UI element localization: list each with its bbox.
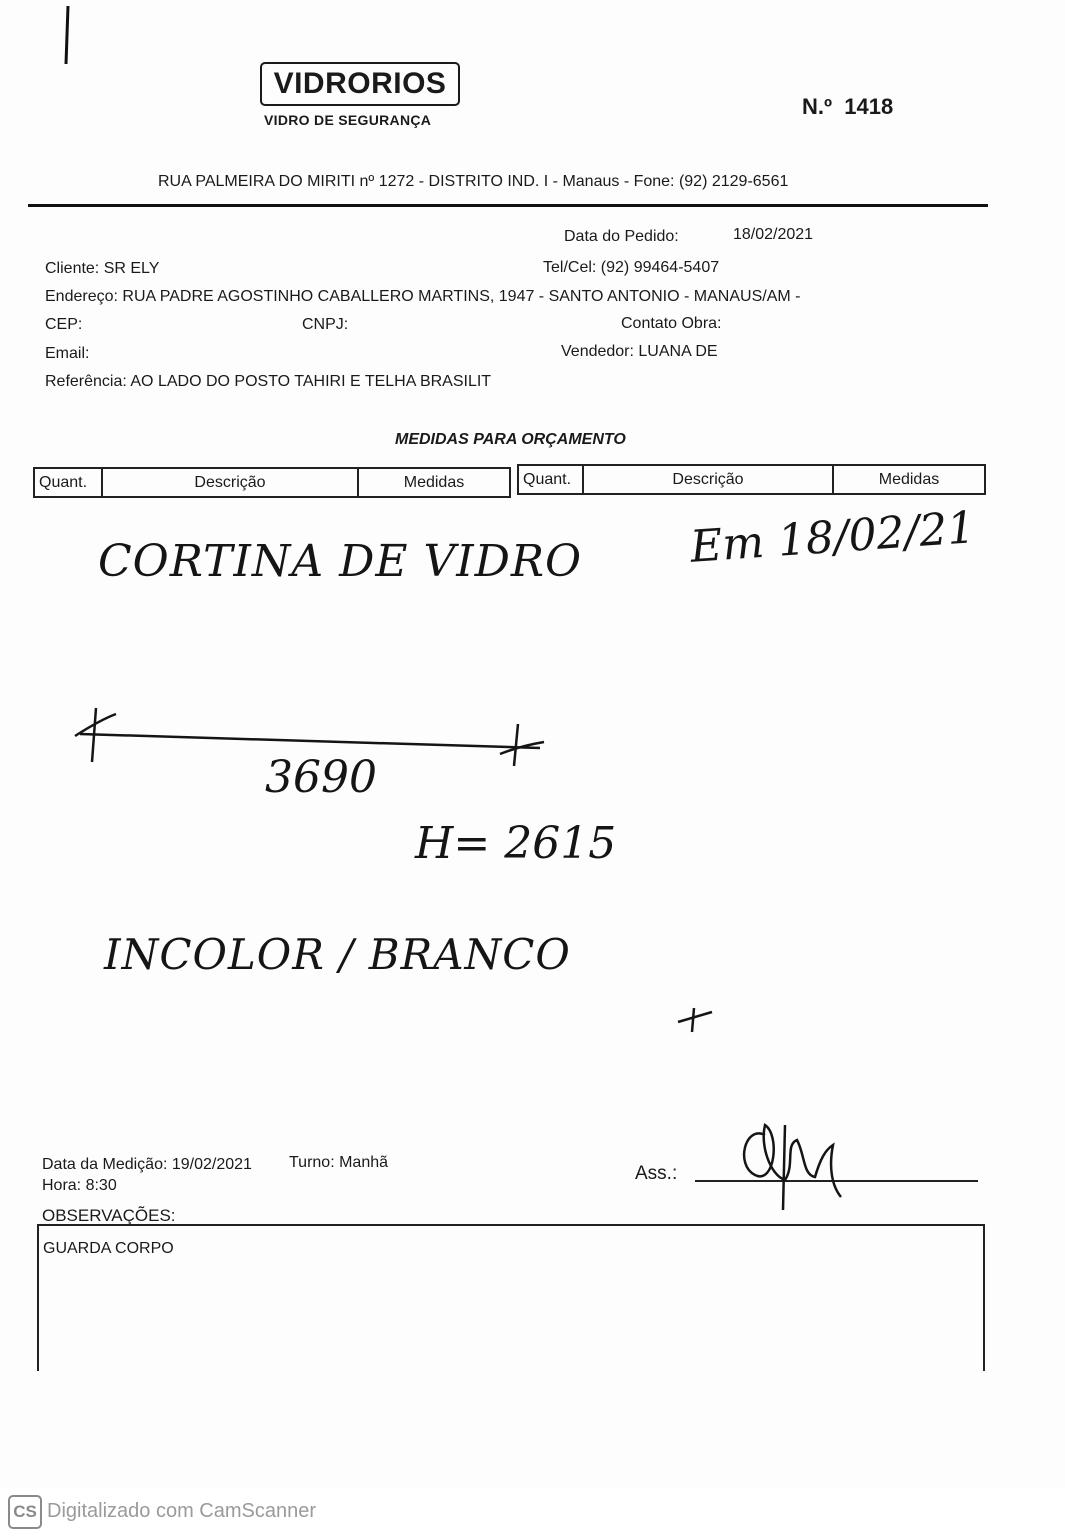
email-field: Email: [45, 345, 90, 362]
logo-text: VIDRORIOS [273, 67, 447, 100]
cep-field: CEP: [45, 316, 83, 333]
address-field: Endereço: RUA PADRE AGOSTINHO CABALLERO MARTINS, 1947 - SANTO ANTONIO - MANAUS/AM - [45, 288, 801, 305]
reference-field: Referência: AO LADO DO POSTO TAHIRI E TELHA BRASILIT [45, 373, 492, 390]
measurement-date: Data da Medição: 19/02/2021 [42, 1156, 252, 1173]
order-date: 18/02/2021 [733, 226, 814, 243]
handwritten-date-note: Em 18/02/21 [688, 502, 977, 573]
handwritten-width: 3690 [265, 752, 377, 803]
company-logo [260, 62, 460, 106]
signature-scribble [725, 1105, 855, 1215]
company-address: RUA PALMEIRA DO MIRITI nº 1272 - DISTRITO IND. I - Manaus - Fone: (92) 2129-6561 [158, 173, 789, 190]
measurement-shift: Turno: Manhã [289, 1154, 389, 1171]
measurements-table-left [33, 467, 511, 498]
measurements-table-right [517, 464, 986, 495]
observations-text: GUARDA CORPO [43, 1240, 174, 1257]
order-number [802, 94, 893, 120]
table-header-row [518, 465, 985, 494]
pen-mark-top [60, 4, 74, 68]
observations-label: OBSERVAÇÕES: [42, 1206, 176, 1225]
column-quantity: Quant. [518, 465, 583, 494]
observations-box [37, 1224, 985, 1371]
client-field: Cliente: SR ELY [45, 260, 160, 277]
order-date-label: Data do Pedido: [564, 228, 679, 245]
handwritten-height: H= 2615 [415, 818, 617, 869]
company-tagline: VIDRO DE SEGURANÇA [264, 112, 432, 128]
column-measures: Medidas [358, 468, 510, 497]
column-description: Descrição [102, 468, 358, 497]
column-measures: Medidas [833, 465, 985, 494]
header-divider [28, 204, 988, 207]
order-number-label: N.º [802, 94, 833, 119]
handwritten-description: CORTINA DE VIDRO [98, 536, 583, 587]
measurement-time: Hora: 8:30 [42, 1177, 117, 1194]
cnpj-field: CNPJ: [302, 316, 349, 333]
table-header-row [34, 468, 510, 497]
camscanner-text: Digitalizado com CamScanner [47, 1500, 317, 1522]
salesperson-field: Vendedor: LUANA DE [561, 343, 718, 360]
handwritten-color: INCOLOR / BRANCO [104, 930, 571, 979]
camscanner-logo: CS [8, 1495, 42, 1529]
order-number-value: 1418 [844, 94, 894, 119]
phone-field: Tel/Cel: (92) 99464-5407 [543, 259, 720, 276]
cross-mark [674, 1002, 716, 1036]
column-description: Descrição [583, 465, 833, 494]
site-contact-field: Contato Obra: [621, 315, 722, 332]
camscanner-footer [0, 1488, 1065, 1536]
column-quantity: Quant. [34, 468, 102, 497]
measurements-title: MEDIDAS PARA ORÇAMENTO [395, 431, 626, 448]
signature-label: Ass.: [635, 1163, 678, 1184]
